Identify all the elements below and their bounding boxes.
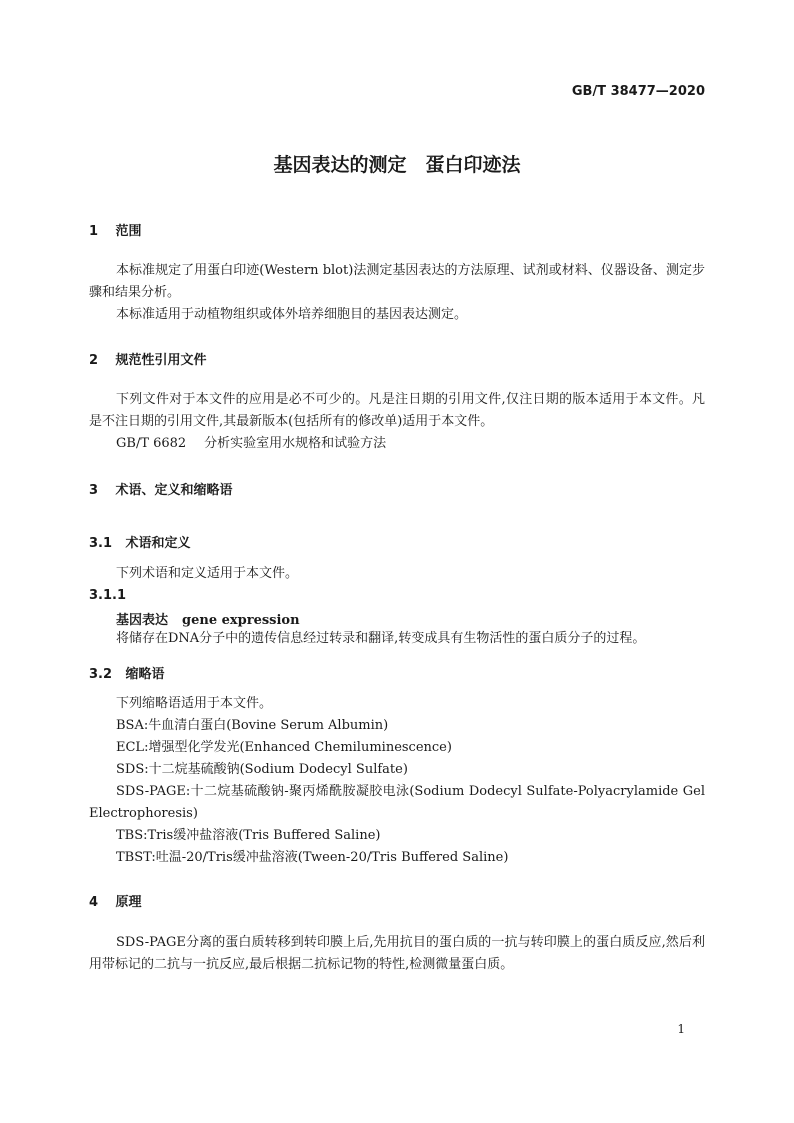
abbreviation-sds: SDS:十二烷基硫酸钠(Sodium Dodecyl Sulfate) <box>116 762 408 777</box>
section-1-paragraph-1: 本标准规定了用蛋白印迹(Western blot)法测定基因表达的方法原理、试剂或材料、仪器设备、测定步骤和结果分析。 <box>89 263 705 300</box>
abbreviation-sds-page: SDS-PAGE:十二烷基硫酸钠-聚丙烯酰胺凝胶电泳(Sodium Dodecyl Sulfate-Polyacrylamide Gel Electrophoresis) <box>89 784 705 821</box>
term-definition: 将储存在DNA分子中的遗传信息经过转录和翻译,转变成具有生物活性的蛋白质分子的过程。 <box>116 631 646 646</box>
abbreviation-bsa: BSA:牛血清白蛋白(Bovine Serum Albumin) <box>116 718 389 733</box>
section-title: 原理 <box>115 895 142 910</box>
section-1-heading <box>89 220 142 239</box>
term-number: 3.1.1 <box>89 588 127 603</box>
reference-title: 分析实验室用水规格和试验方法 <box>204 436 387 451</box>
section-title: 缩略语 <box>125 667 165 682</box>
section-title: 规范性引用文件 <box>115 353 207 368</box>
section-3-1-intro: 下列术语和定义适用于本文件。 <box>116 566 299 581</box>
term-english: gene expression <box>182 613 300 628</box>
abbreviations-intro: 下列缩略语适用于本文件。 <box>116 696 273 711</box>
reference-code: GB/T 6682 <box>116 436 187 451</box>
section-number: 3.2 <box>89 667 113 682</box>
term-chinese: 基因表达 <box>116 613 169 628</box>
term-entry <box>116 609 300 628</box>
section-2-paragraph-1: 下列文件对于本文件的应用是必不可少的。凡是注日期的引用文件,仅注日期的版本适用于本文件。凡是不注日期的引用文件,其最新版本(包括所有的修改单)适用于本文件。 <box>89 392 705 429</box>
section-3-2-heading <box>89 663 165 682</box>
abbreviation-ecl: ECL:增强型化学发光(Enhanced Chemiluminescence) <box>116 740 452 755</box>
normative-reference <box>116 433 386 455</box>
section-4-heading <box>89 891 142 910</box>
section-title: 术语、定义和缩略语 <box>115 483 233 498</box>
section-title: 术语和定义 <box>125 536 191 551</box>
page-number: 1 <box>677 1022 685 1036</box>
abbreviation-tbst: TBST:吐温-20/Tris缓冲盐溶液(Tween-20/Tris Buffered Saline) <box>116 850 509 865</box>
section-number: 3.1 <box>89 536 113 551</box>
section-4-paragraph-1: SDS-PAGE分离的蛋白质转移到转印膜上后,先用抗目的蛋白质的一抗与转印膜上的蛋白质反应,然后利用带标记的二抗与一抗反应,最后根据二抗标记物的特性,检测微量蛋白质。 <box>89 935 705 972</box>
section-number: 1 <box>89 224 99 239</box>
section-title: 范围 <box>115 224 142 239</box>
standard-number: GB/T 38477—2020 <box>571 84 705 99</box>
section-1-paragraph-2: 本标准适用于动植物组织或体外培养细胞目的基因表达测定。 <box>116 307 468 322</box>
section-number: 4 <box>89 895 99 910</box>
section-number: 3 <box>89 483 99 498</box>
document-title: 基因表达的测定 蛋白印迹法 <box>273 154 521 176</box>
section-2-heading <box>89 349 207 368</box>
section-number: 2 <box>89 353 99 368</box>
section-3-1-heading <box>89 532 191 551</box>
section-3-heading <box>89 479 233 498</box>
abbreviation-tbs: TBS:Tris缓冲盐溶液(Tris Buffered Saline) <box>116 828 381 843</box>
